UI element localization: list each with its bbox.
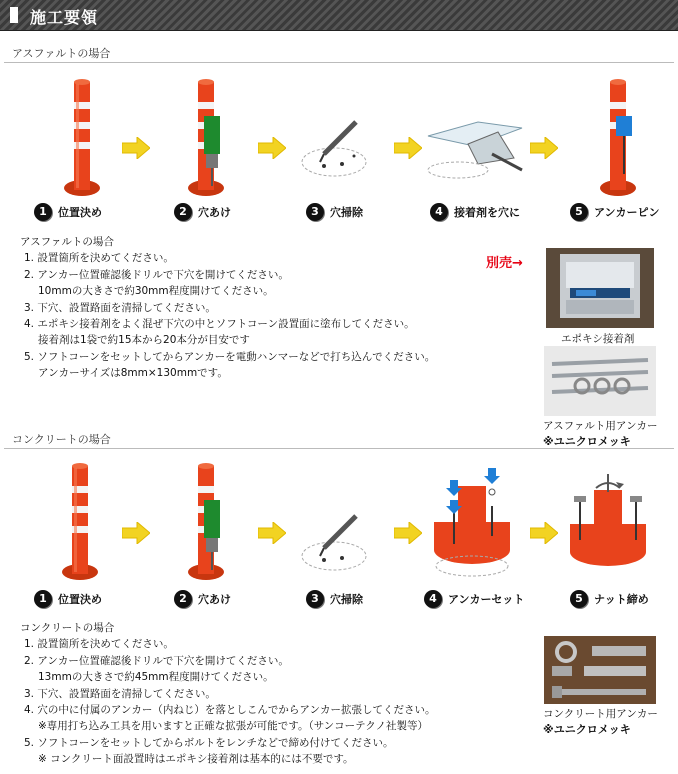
asphalt-anchor-photo — [544, 346, 656, 416]
asphalt-step2-drill-illustration — [184, 74, 232, 202]
step-label: アンカーピン — [594, 206, 660, 219]
instruction-line: 2. アンカー位置確認後ドリルで下穴を開けてください。 — [24, 268, 289, 281]
instruction-line: 2. アンカー位置確認後ドリルで下穴を開けてください。 — [24, 654, 289, 667]
step-arrow-icon — [122, 522, 150, 544]
page-title: 施工要領 — [30, 8, 99, 27]
instruction-line: 4. エポキシ接着剤をよく混ぜ下穴の中とソフトコーン設置面に塗布してください。 — [24, 318, 415, 331]
step-arrow-icon — [258, 522, 286, 544]
step-label: ナット締め — [594, 593, 649, 606]
concrete-anchor-note: ※ユニクロメッキ — [543, 723, 631, 736]
step-number-icon: 3 — [306, 203, 324, 221]
concrete-anchor-photo — [544, 636, 656, 704]
instruction-line: 4. 穴の中に付属のアンカー（内ねじ）を落としこんでからアンカー拡張してください。 — [24, 704, 436, 717]
page-header — [0, 0, 678, 31]
concrete-step-3 — [306, 590, 363, 608]
concrete-step3-cleaning-illustration — [298, 512, 374, 574]
instruction-line: 1. 設置箇所を決めてください。 — [24, 638, 174, 651]
concrete-step2-drill-illustration — [184, 460, 232, 586]
instruction-line: 3. 下穴、設置路面を清掃してください。 — [24, 301, 216, 314]
step-arrow-icon — [258, 137, 286, 159]
instruction-line: 接着剤は1袋で約15本から20本分が目安です — [38, 334, 250, 347]
step-label: 接着剤を穴に — [454, 206, 520, 219]
step-number-icon: 1 — [34, 203, 52, 221]
asphalt-step4-adhesive-illustration — [418, 118, 528, 180]
instruction-line: 10mmの大きさで約30mm程度開けてください。 — [38, 285, 274, 298]
step-arrow-icon — [530, 137, 558, 159]
instruction-line: 5. ソフトコーンをセットしてからアンカーを電動ハンマーなどで打ち込んでください。 — [24, 350, 436, 363]
step-number-icon: 3 — [306, 590, 324, 608]
epoxy-label: エポキシ接着剤 — [561, 333, 635, 345]
step-label: 穴あけ — [198, 593, 231, 606]
asphalt-anchor-label: アスファルト用アンカー — [543, 420, 658, 432]
step-number-icon: 2 — [174, 203, 192, 221]
asphalt-step-1 — [34, 203, 102, 221]
asphalt-step-5 — [570, 203, 660, 221]
asphalt-section-title: アスファルトの場合 — [12, 47, 111, 60]
asphalt-step-3 — [306, 203, 363, 221]
step-label: 穴掃除 — [330, 206, 363, 219]
header-marker — [10, 7, 18, 23]
epoxy-adhesive-photo — [546, 248, 654, 328]
asphalt-step-2 — [174, 203, 231, 221]
step-number-icon: 4 — [424, 590, 442, 608]
asphalt-step3-cleaning-illustration — [298, 118, 374, 180]
instructions-title: アスファルトの場合 — [20, 236, 114, 248]
asphalt-anchor-note: ※ユニクロメッキ — [543, 435, 631, 448]
concrete-step1-pole-illustration — [56, 460, 104, 586]
step-number-icon: 5 — [570, 590, 588, 608]
step-number-icon: 2 — [174, 590, 192, 608]
asphalt-step1-pole-illustration — [58, 74, 106, 202]
section-divider — [4, 62, 674, 63]
instruction-line: ※専用打ち込み工具を用いますと正確な拡張が可能です。（サンコーテクノ社製等） — [38, 720, 429, 733]
section-divider — [4, 448, 674, 449]
instruction-line: 1. 設置箇所を決めてください。 — [24, 252, 174, 265]
asphalt-instructions — [20, 234, 435, 382]
step-label: 位置決め — [58, 206, 102, 219]
instructions-title: コンクリートの場合 — [20, 622, 115, 634]
concrete-step-4 — [424, 590, 524, 608]
step-label: 穴掃除 — [330, 593, 363, 606]
instruction-line: ※ コンクリート面設置時はエポキシ接着剤は基本的には不要です。 — [38, 753, 354, 766]
instruction-line: 5. ソフトコーンをセットしてからボルトをレンチなどで締め付けてください。 — [24, 736, 394, 749]
asphalt-step-4 — [430, 203, 520, 221]
step-number-icon: 5 — [570, 203, 588, 221]
step-arrow-icon — [394, 137, 422, 159]
step-number-icon: 4 — [430, 203, 448, 221]
step-label: 穴あけ — [198, 206, 231, 219]
step-number-icon: 1 — [34, 590, 52, 608]
concrete-step4-anchor-set-illustration — [430, 466, 514, 584]
concrete-step5-nut-illustration — [566, 470, 650, 584]
asphalt-step5-anchor-illustration — [596, 74, 644, 202]
step-arrow-icon — [122, 137, 150, 159]
instruction-line: 3. 下穴、設置路面を清掃してください。 — [24, 687, 216, 700]
concrete-anchor-label: コンクリート用アンカー — [543, 708, 658, 720]
step-arrow-icon — [394, 522, 422, 544]
concrete-step-1 — [34, 590, 102, 608]
concrete-instructions — [20, 620, 436, 768]
separate-sale-label: 別売→ — [486, 256, 523, 271]
instruction-line: 13mmの大きさで約45mm程度開けてください。 — [38, 671, 274, 684]
instruction-line: アンカーサイズは8mm×130mmです。 — [38, 367, 228, 380]
step-label: アンカーセット — [448, 593, 525, 606]
step-arrow-icon — [530, 522, 558, 544]
step-label: 位置決め — [58, 593, 102, 606]
concrete-section-title: コンクリートの場合 — [12, 433, 111, 446]
concrete-step-5 — [570, 590, 649, 608]
concrete-step-2 — [174, 590, 231, 608]
